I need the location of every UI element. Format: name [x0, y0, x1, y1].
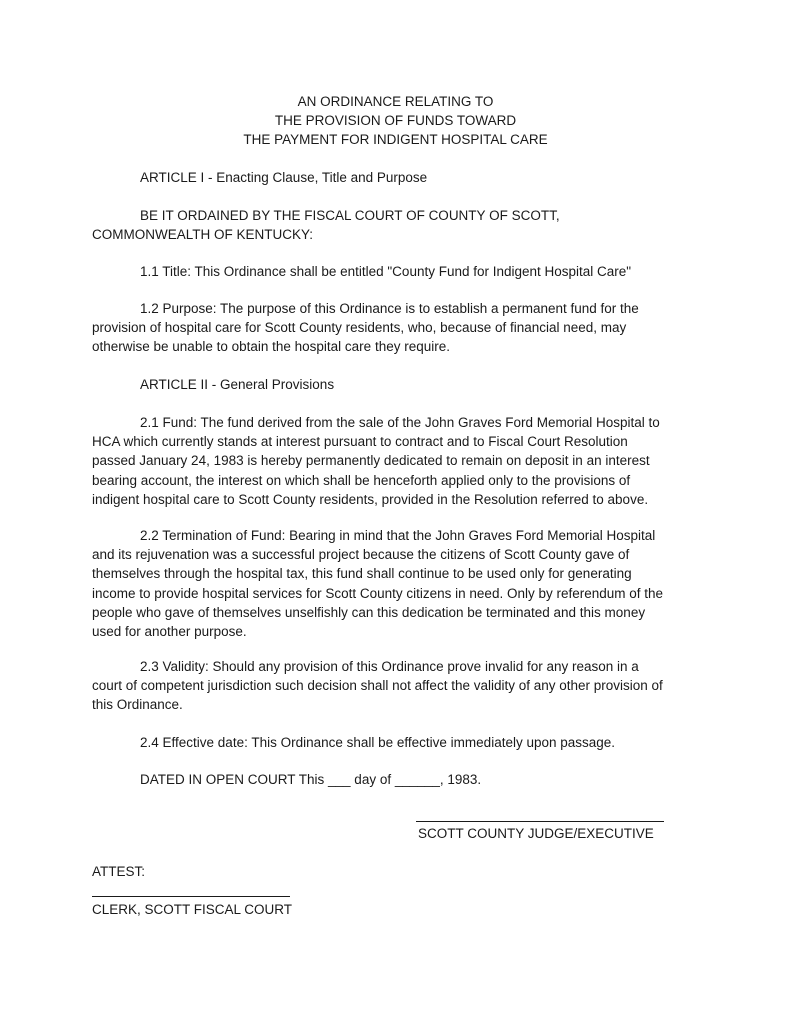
title-line: THE PAYMENT FOR INDIGENT HOSPITAL CARE	[243, 132, 548, 147]
section-2-4-effective-date: 2.4 Effective date: This Ordinance shall be effective immediately upon passage.	[140, 735, 616, 750]
section-1-1-title: 1.1 Title: This Ordinance shall be entitled "County Fund for Indigent Hospital Care"	[140, 264, 632, 279]
clerk-signature-line	[92, 896, 290, 897]
section-1-2-purpose: 1.2 Purpose: The purpose of this Ordinance is to establish a permanent fund for the provision of hospital care for Scott County residents, who, because of financial need, may otherwise be unable to obtain the hospital care they require.	[92, 301, 639, 355]
section-2-1-fund: 2.1 Fund: The fund derived from the sale of the John Graves Ford Memorial Hospital to HCA which currently stands at interest pursuant to contract and to Fiscal Court Resolution passed January 24, 1983 is hereby permanently dedicated to remain on deposit in an interest bearing account, the interest on which shall be henceforth applied only to the provisions of indigent hospital care to Scott County residents, provided in the Resolution referred to above.	[92, 415, 660, 507]
article-1-heading: ARTICLE I - Enacting Clause, Title and Purpose	[140, 170, 428, 185]
judge-signature-line	[416, 821, 664, 822]
clerk-signature-label: CLERK, SCOTT FISCAL COURT	[92, 902, 293, 917]
attest-label: ATTEST:	[92, 864, 146, 879]
title-line: AN ORDINANCE RELATING TO	[297, 94, 494, 109]
section-2-2-termination: 2.2 Termination of Fund: Bearing in mind that the John Graves Ford Memorial Hospital and its rejuvenation was a successful project because the citizens of Scott County gave of themselves through the hospital tax, this fund shall continue to be used only for generating income to provide hospital services for Scott County citizens in need. Only by referendum of the people who gave of themselves unselfishly can this dedication be terminated and this money used for another purpose.	[92, 528, 664, 640]
ordinance-title	[0, 92, 791, 149]
article-2-heading: ARTICLE II - General Provisions	[140, 377, 335, 392]
judge-signature-label: SCOTT COUNTY JUDGE/EXECUTIVE	[418, 826, 654, 841]
title-line: THE PROVISION OF FUNDS TOWARD	[274, 113, 517, 128]
dated-line: DATED IN OPEN COURT This ___ day of ______, 1983.	[140, 772, 482, 787]
ordained-clause: BE IT ORDAINED BY THE FISCAL COURT OF COUNTY OF SCOTT, COMMONWEALTH OF KENTUCKY:	[92, 208, 560, 243]
section-2-3-validity: 2.3 Validity: Should any provision of this Ordinance prove invalid for any reason in a court of competent jurisdiction such decision shall not affect the validity of any other provision of this Ordinance.	[92, 659, 663, 713]
